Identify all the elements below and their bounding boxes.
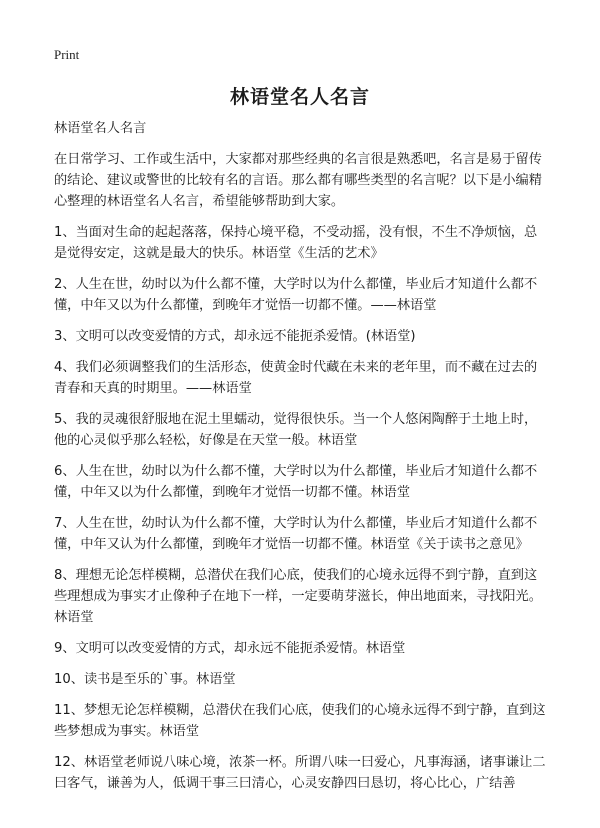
article-body <box>54 118 550 804</box>
quote-item-1: 1、当面对生命的起起落落，保持心境平稳，不受动摇，没有恨，不生不净烦恼，总是觉得安定，这就是最大的快乐。林语堂《生活的艺术》 <box>54 225 538 261</box>
page-title: 林语堂名人名言 <box>229 86 370 108</box>
quote-item-10: 10、读书是至乐的`事。林语堂 <box>54 672 236 687</box>
quote-item-5: 5、我的灵魂很舒服地在泥土里蠕动，觉得很快乐。当一个人悠闲陶醉于土地上时，他的心灵似乎那么轻松，好像是在天堂一般。林语堂 <box>54 412 538 448</box>
quote-item-6: 6、人生在世，幼时以为什么都不懂，大学时以为什么都懂，毕业后才知道什么都不懂，中年又以为什么都懂，到晚年才觉悟一切都不懂。林语堂 <box>54 464 538 500</box>
article-intro: 在日常学习、工作或生活中，大家都对那些经典的名言很是熟悉吧，名言是易于留传的结论、建议或警世的比较有名的言语。那么都有哪些类型的名言呢？以下是小编精心整理的林语堂名人名言，希望能够帮助到大家。 <box>54 152 542 209</box>
quote-item-11: 11、梦想无论怎样模糊，总潜伏在我们心底，使我们的心境永远得不到宁静，直到这些梦想成为事实。林语堂 <box>54 703 546 739</box>
quote-item-12: 12、林语堂老师说八味心境，浓茶一杯。所谓八味一曰爱心，凡事海涵，诸事谦让二曰客气，谦善为人，低调干事三曰清心，心灵安静四曰恳切，将心比心，广结善 <box>54 755 546 791</box>
quote-item-3: 3、文明可以改变爱情的方式，却永远不能扼杀爱情。(林语堂) <box>54 329 416 344</box>
quote-item-7: 7、人生在世，幼时认为什么都不懂，大学时认为什么都懂，毕业后才知道什么都不懂，中年又认为什么都懂，到晚年才觉悟一切都不懂。林语堂《关于读书之意见》 <box>54 516 538 552</box>
quote-item-2: 2、人生在世，幼时以为什么都不懂，大学时以为什么都懂，毕业后才知道什么都不懂，中年又以为什么都懂，到晚年才觉悟一切都不懂。——林语堂 <box>54 277 538 313</box>
article-subtitle: 林语堂名人名言 <box>54 121 147 136</box>
quote-item-9: 9、文明可以改变爱情的方式，却永远不能扼杀爱情。林语堂 <box>54 641 406 656</box>
quote-item-4: 4、我们必须调整我们的生活形态，使黄金时代藏在未来的老年里，而不藏在过去的青春和天真的时期里。——林语堂 <box>54 360 538 396</box>
quote-item-8: 8、理想无论怎样模糊，总潜伏在我们心底，使我们的心境永远得不到宁静，直到这些理想成为事实才止像种子在地下一样，一定要萌芽滋长，伸出地面来，寻找阳光。林语堂 <box>54 568 542 625</box>
print-link[interactable]: Print <box>54 47 80 62</box>
